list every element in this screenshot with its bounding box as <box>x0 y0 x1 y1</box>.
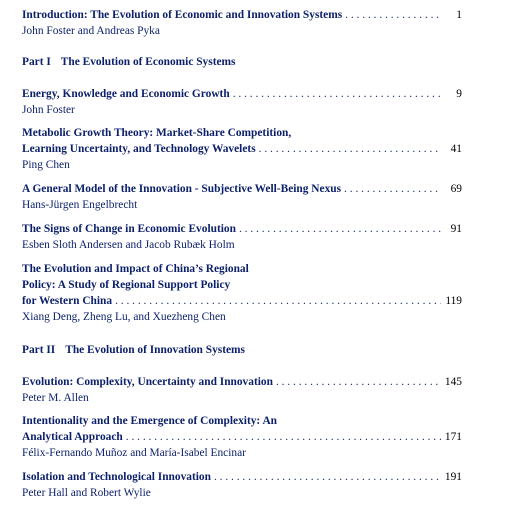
toc-entry-title-line[interactable] <box>22 141 462 157</box>
toc-entry-title-line[interactable] <box>22 293 462 309</box>
toc-entry-authors: Esben Sloth Andersen and Jacob Rubæk Holm <box>22 239 235 251</box>
toc-page-number: 1 <box>456 9 462 21</box>
part-heading[interactable] <box>22 342 245 358</box>
part-number: Part II <box>22 344 56 356</box>
dot-leader <box>344 181 441 197</box>
toc-entry-authors: Hans-Jürgen Engelbrecht <box>22 199 138 211</box>
dot-leader <box>126 429 441 445</box>
toc-entry-title-line[interactable] <box>22 86 462 102</box>
toc-entry-title-continued[interactable]: for Western China <box>22 295 113 307</box>
toc-entry-title[interactable]: Metabolic Growth Theory: Market-Share Competition, <box>22 127 292 139</box>
toc-entry-title-continued[interactable]: Policy: A Study of Regional Support Policy <box>22 279 231 291</box>
toc-page-number: 191 <box>444 471 462 483</box>
dot-leader <box>259 141 441 157</box>
toc-page-number: 91 <box>450 223 462 235</box>
toc-entry <box>22 86 462 118</box>
part-number: Part I <box>22 56 51 68</box>
toc-entry-authors: Xiang Deng, Zheng Lu, and Xuezheng Chen <box>22 311 226 323</box>
toc-page-number: 69 <box>450 183 462 195</box>
dot-leader <box>233 86 441 102</box>
dot-leader <box>345 7 441 23</box>
toc-entry-authors: Félix-Fernando Muñoz and María-Isabel Encinar <box>22 447 246 459</box>
toc-entry-title-line[interactable] <box>22 469 462 485</box>
toc-entry-title-line[interactable] <box>22 221 462 237</box>
toc-entry-title[interactable]: The Signs of Change in Economic Evolution <box>22 223 236 235</box>
dot-leader <box>214 469 441 485</box>
toc-page-number: 41 <box>450 143 462 155</box>
part-title: The Evolution of Economic Systems <box>60 56 236 68</box>
toc-entry-authors: Ping Chen <box>22 159 70 171</box>
part-heading[interactable] <box>22 54 235 70</box>
toc-entry-title-line[interactable] <box>22 374 462 390</box>
toc-entry-authors: John Foster and Andreas Pyka <box>22 25 160 37</box>
toc-entry <box>22 181 462 213</box>
toc-entry <box>22 469 462 501</box>
toc-entry <box>22 7 462 39</box>
toc-entry-title[interactable]: Intentionality and the Emergence of Complexity: An <box>22 415 278 427</box>
part-title: The Evolution of Innovation Systems <box>65 344 245 356</box>
toc-entry-title[interactable]: Isolation and Technological Innovation <box>22 471 211 483</box>
toc-entry <box>22 125 462 173</box>
toc-entry-title-continued[interactable]: Learning Uncertainty, and Technology Wavelets <box>22 143 256 155</box>
toc-entry-title-line[interactable] <box>22 429 462 445</box>
toc-entry <box>22 221 462 253</box>
toc-entry-authors: Peter M. Allen <box>22 392 89 404</box>
toc-entry-title[interactable]: Energy, Knowledge and Economic Growth <box>22 88 230 100</box>
toc-entry-title[interactable]: A General Model of the Innovation - Subjective Well-Being Nexus <box>22 183 342 195</box>
toc-entry-title-line[interactable] <box>22 7 462 23</box>
dot-leader <box>276 374 441 390</box>
toc-entry-authors: Peter Hall and Robert Wylie <box>22 487 151 499</box>
toc-page-number: 9 <box>456 88 462 100</box>
toc-entry-title-continued[interactable]: Analytical Approach <box>22 431 123 443</box>
toc-entry-authors: John Foster <box>22 104 75 116</box>
toc-page-number: 145 <box>444 376 462 388</box>
toc-entry-title[interactable]: The Evolution and Impact of China’s Regional <box>22 263 249 275</box>
toc-entry-title-line[interactable] <box>22 181 462 197</box>
toc-page-number: 171 <box>444 431 462 443</box>
toc-entry <box>22 374 462 406</box>
dot-leader <box>239 221 441 237</box>
toc-entry-title[interactable]: Introduction: The Evolution of Economic and Innovation Systems <box>22 9 343 21</box>
toc-entry <box>22 413 462 461</box>
dot-leader <box>115 293 441 309</box>
toc-page-number: 119 <box>445 295 462 307</box>
toc-entry <box>22 261 462 325</box>
toc-entry-title[interactable]: Evolution: Complexity, Uncertainty and Innovation <box>22 376 273 388</box>
